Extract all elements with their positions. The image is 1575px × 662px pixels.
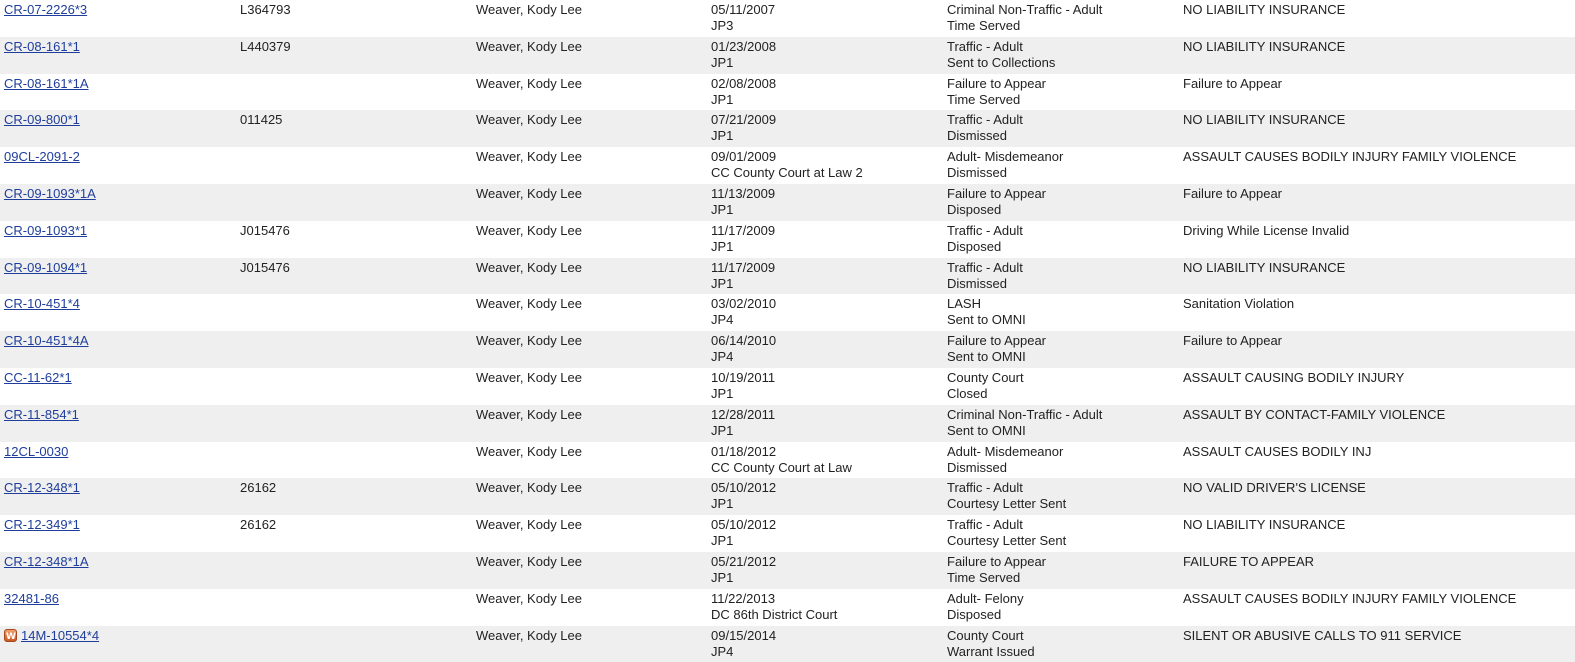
citation-cell: J015476 — [240, 222, 290, 238]
case-type-cell — [943, 294, 1179, 331]
party-name-cell: Weaver, Kody Lee — [476, 443, 582, 459]
charge-cell: ASSAULT CAUSING BODILY INJURY — [1183, 369, 1405, 385]
charge-cell: NO LIABILITY INSURANCE — [1183, 517, 1346, 533]
filed-date-cell — [707, 258, 943, 295]
court-location: CC County Court at Law — [711, 459, 852, 475]
party-name-cell: Weaver, Kody Lee — [476, 75, 582, 91]
table-row — [0, 478, 1575, 515]
party-name-cell: Weaver, Kody Lee — [476, 38, 582, 54]
case-type: Failure to Appear — [947, 75, 1047, 91]
case-number-link[interactable]: CR-10-451*4A — [4, 333, 89, 349]
charge-cell: NO LIABILITY INSURANCE — [1183, 112, 1346, 128]
court-location: JP1 — [711, 533, 734, 549]
filed-date: 12/28/2011 — [711, 406, 776, 422]
case-number-link[interactable]: 14M-10554*4 — [21, 627, 100, 643]
case-number-link[interactable]: CR-09-1094*1 — [4, 259, 88, 275]
case-number-cell — [0, 552, 236, 589]
citation-cell — [236, 626, 472, 662]
case-type-cell — [943, 515, 1179, 552]
party-name-cell: Weaver, Kody Lee — [476, 627, 582, 643]
case-type: Traffic - Adult — [947, 517, 1023, 533]
case-type: LASH — [947, 296, 981, 312]
charge-cell: NO LIABILITY INSURANCE — [1183, 259, 1346, 275]
table-row — [0, 405, 1575, 442]
charge-cell: ASSAULT CAUSES BODILY INJURY FAMILY VIOLENCE — [1183, 149, 1517, 165]
case-status: Time Served — [947, 569, 1021, 585]
case-type: Adult- Felony — [947, 590, 1024, 606]
charge-cell: Failure to Appear — [1183, 333, 1283, 349]
court-location: JP1 — [711, 569, 734, 585]
citation-cell — [236, 184, 472, 221]
case-number-link[interactable]: CR-09-1093*1 — [4, 222, 88, 238]
table-row — [0, 110, 1575, 147]
court-location: CC County Court at Law 2 — [711, 165, 863, 181]
case-status: Disposed — [947, 238, 1002, 254]
filed-date: 01/18/2012 — [711, 443, 777, 459]
filed-date: 11/17/2009 — [711, 222, 776, 238]
case-status: Courtesy Letter Sent — [947, 496, 1067, 512]
party-name-cell: Weaver, Kody Lee — [476, 553, 582, 569]
table-row — [0, 626, 1575, 662]
case-status: Time Served — [947, 18, 1021, 33]
citation-cell: 26162 — [240, 480, 277, 496]
party-name-cell: Weaver, Kody Lee — [476, 149, 582, 165]
case-type: County Court — [947, 369, 1024, 385]
case-type: Traffic - Adult — [947, 112, 1023, 128]
filed-date: 05/11/2007 — [711, 2, 776, 17]
citation-cell — [236, 331, 472, 368]
party-name-cell: Weaver, Kody Lee — [476, 333, 582, 349]
charge-cell: NO LIABILITY INSURANCE — [1183, 2, 1346, 17]
case-type-cell — [943, 478, 1179, 515]
charge-cell: Driving While License Invalid — [1183, 222, 1350, 238]
party-name-cell: Weaver, Kody Lee — [476, 112, 582, 128]
filed-date: 07/21/2009 — [711, 112, 777, 128]
case-type-cell — [943, 552, 1179, 589]
case-status: Disposed — [947, 201, 1002, 217]
filed-date-cell — [707, 110, 943, 147]
court-location: JP1 — [711, 275, 734, 291]
table-row — [0, 258, 1575, 295]
case-type: Traffic - Adult — [947, 480, 1023, 496]
filed-date: 11/22/2013 — [711, 590, 776, 606]
filed-date-cell — [707, 368, 943, 405]
charge-cell: Sanitation Violation — [1183, 296, 1295, 312]
case-type: County Court — [947, 627, 1024, 643]
table-row — [0, 147, 1575, 184]
filed-date-cell — [707, 626, 943, 662]
party-name-cell: Weaver, Kody Lee — [476, 296, 582, 312]
charge-cell: ASSAULT BY CONTACT-FAMILY VIOLENCE — [1183, 406, 1446, 422]
filed-date-cell — [707, 221, 943, 258]
case-type-cell — [943, 37, 1179, 74]
court-location: JP4 — [711, 312, 734, 328]
case-number-cell — [0, 331, 236, 368]
case-number-link[interactable]: CR-12-348*1 — [4, 480, 80, 496]
filed-date-cell — [707, 515, 943, 552]
case-type: Failure to Appear — [947, 553, 1047, 569]
case-number-cell — [0, 478, 236, 515]
table-row — [0, 331, 1575, 368]
charge-cell: SILENT OR ABUSIVE CALLS TO 911 SERVICE — [1183, 627, 1462, 643]
party-name-cell: Weaver, Kody Lee — [476, 369, 582, 385]
case-number-cell — [0, 442, 236, 479]
case-number-cell — [0, 589, 236, 626]
case-number-link[interactable]: 09CL-2091-2 — [4, 149, 80, 165]
case-number-cell — [0, 74, 236, 111]
case-number-link[interactable]: CR-11-854*1 — [4, 406, 79, 422]
court-location: JP1 — [711, 91, 734, 107]
case-number-link[interactable]: CR-12-348*1A — [4, 553, 89, 569]
case-type-cell — [943, 74, 1179, 111]
filed-date-cell — [707, 184, 943, 221]
citation-cell — [236, 552, 472, 589]
case-type-cell — [943, 221, 1179, 258]
charge-cell: FAILURE TO APPEAR — [1183, 553, 1315, 569]
table-row — [0, 515, 1575, 552]
court-location: JP1 — [711, 385, 734, 401]
citation-cell: L440379 — [240, 38, 291, 54]
party-name-cell: Weaver, Kody Lee — [476, 259, 582, 275]
citation-cell — [236, 74, 472, 111]
citation-cell — [236, 442, 472, 479]
filed-date-cell — [707, 405, 943, 442]
case-type-cell — [943, 589, 1179, 626]
table-row — [0, 37, 1575, 74]
table-row — [0, 0, 1575, 37]
party-name-cell: Weaver, Kody Lee — [476, 480, 582, 496]
case-status: Dismissed — [947, 165, 1007, 181]
court-location: JP4 — [711, 349, 734, 365]
case-number-cell — [0, 294, 236, 331]
case-number-link[interactable]: CR-08-161*1A — [4, 75, 89, 91]
case-number-link[interactable]: 32481-86 — [4, 590, 59, 606]
case-status: Courtesy Letter Sent — [947, 533, 1067, 549]
case-number-link[interactable]: CR-08-161*1 — [4, 38, 80, 54]
court-location: JP1 — [711, 54, 734, 70]
filed-date: 09/15/2014 — [711, 627, 777, 643]
citation-cell: L364793 — [240, 2, 291, 17]
filed-date: 11/13/2009 — [711, 185, 776, 201]
case-type-cell — [943, 147, 1179, 184]
court-location: JP3 — [711, 18, 734, 33]
case-type: Criminal Non-Traffic - Adult — [947, 406, 1103, 422]
table-row — [0, 294, 1575, 331]
case-status: Sent to OMNI — [947, 422, 1026, 438]
case-type: Criminal Non-Traffic - Adult — [947, 2, 1103, 17]
court-location: JP4 — [711, 643, 734, 659]
filed-date: 06/14/2010 — [711, 333, 777, 349]
case-type-cell — [943, 184, 1179, 221]
case-type: Traffic - Adult — [947, 222, 1023, 238]
filed-date-cell — [707, 331, 943, 368]
case-number-cell — [0, 515, 236, 552]
table-row — [0, 221, 1575, 258]
table-row — [0, 589, 1575, 626]
citation-cell: J015476 — [240, 259, 290, 275]
filed-date: 11/17/2009 — [711, 259, 776, 275]
filed-date: 05/21/2012 — [711, 553, 777, 569]
case-status: Sent to OMNI — [947, 312, 1026, 328]
case-number-link[interactable]: CR-09-800*1 — [4, 112, 80, 128]
case-type: Adult- Misdemeanor — [947, 443, 1064, 459]
filed-date-cell — [707, 478, 943, 515]
case-number-link[interactable]: CR-09-1093*1A — [4, 185, 96, 201]
case-status: Sent to Collections — [947, 54, 1056, 70]
party-name-cell: Weaver, Kody Lee — [476, 517, 582, 533]
party-name-cell: Weaver, Kody Lee — [476, 185, 582, 201]
case-number-link[interactable]: CR-07-2226*3 — [4, 2, 88, 17]
case-type-cell — [943, 405, 1179, 442]
filed-date: 05/10/2012 — [711, 517, 777, 533]
party-name-cell: Weaver, Kody Lee — [476, 222, 582, 238]
citation-cell — [236, 368, 472, 405]
filed-date: 05/10/2012 — [711, 480, 777, 496]
case-type-cell — [943, 110, 1179, 147]
party-name-cell: Weaver, Kody Lee — [476, 2, 582, 17]
filed-date: 03/02/2010 — [711, 296, 777, 312]
case-number-cell — [0, 147, 236, 184]
table-row — [0, 552, 1575, 589]
case-type: Traffic - Adult — [947, 259, 1023, 275]
charge-cell: ASSAULT CAUSES BODILY INJ — [1183, 443, 1372, 459]
court-location: JP1 — [711, 422, 734, 438]
case-status: Sent to OMNI — [947, 349, 1026, 365]
filed-date: 02/08/2008 — [711, 75, 777, 91]
citation-cell: 26162 — [240, 517, 277, 533]
filed-date-cell — [707, 589, 943, 626]
party-name-cell: Weaver, Kody Lee — [476, 406, 582, 422]
case-status: Dismissed — [947, 128, 1007, 144]
case-type-cell — [943, 368, 1179, 405]
filed-date-cell — [707, 37, 943, 74]
case-type-cell — [943, 626, 1179, 662]
citation-cell — [236, 294, 472, 331]
case-status: Time Served — [947, 91, 1021, 107]
filed-date-cell — [707, 442, 943, 479]
party-name-cell: Weaver, Kody Lee — [476, 590, 582, 606]
case-type: Traffic - Adult — [947, 38, 1023, 54]
table-row — [0, 74, 1575, 111]
filed-date-cell — [707, 74, 943, 111]
case-number-cell — [0, 221, 236, 258]
citation-cell — [236, 147, 472, 184]
case-type: Failure to Appear — [947, 333, 1047, 349]
case-status: Dismissed — [947, 275, 1007, 291]
case-status: Disposed — [947, 606, 1002, 622]
citation-cell: 011425 — [240, 112, 283, 128]
case-number-cell — [0, 184, 236, 221]
court-location: JP1 — [711, 128, 734, 144]
citation-cell — [236, 589, 472, 626]
filed-date: 09/01/2009 — [711, 149, 777, 165]
filed-date: 01/23/2008 — [711, 38, 777, 54]
case-number-cell — [0, 110, 236, 147]
filed-date-cell — [707, 552, 943, 589]
case-status: Dismissed — [947, 459, 1007, 475]
filed-date-cell — [707, 147, 943, 184]
warrant-icon — [4, 629, 17, 642]
case-type-cell — [943, 331, 1179, 368]
table-row — [0, 442, 1575, 479]
case-number-link[interactable]: CR-10-451*4 — [4, 296, 80, 312]
case-number-link[interactable]: CC-11-62*1 — [4, 369, 72, 385]
case-number-cell — [0, 626, 236, 662]
filed-date-cell — [707, 294, 943, 331]
case-type-cell — [943, 0, 1179, 37]
charge-cell: ASSAULT CAUSES BODILY INJURY FAMILY VIOLENCE — [1183, 590, 1517, 606]
table-row — [0, 184, 1575, 221]
filed-date-cell — [707, 0, 943, 37]
court-location: JP1 — [711, 201, 734, 217]
case-type-cell — [943, 258, 1179, 295]
case-number-cell — [0, 405, 236, 442]
charge-cell: Failure to Appear — [1183, 75, 1283, 91]
court-location: JP1 — [711, 496, 734, 512]
case-number-link[interactable]: 12CL-0030 — [4, 443, 69, 459]
charge-cell: NO VALID DRIVER'S LICENSE — [1183, 480, 1366, 496]
case-number-cell — [0, 368, 236, 405]
case-type: Adult- Misdemeanor — [947, 149, 1064, 165]
table-row — [0, 368, 1575, 405]
citation-cell — [236, 405, 472, 442]
charge-cell: NO LIABILITY INSURANCE — [1183, 38, 1346, 54]
court-location: DC 86th District Court — [711, 606, 838, 622]
case-number-cell — [0, 258, 236, 295]
filed-date: 10/19/2011 — [711, 369, 776, 385]
case-type-cell — [943, 442, 1179, 479]
case-number-cell — [0, 37, 236, 74]
case-number-link[interactable]: CR-12-349*1 — [4, 517, 80, 533]
court-location: JP1 — [711, 238, 734, 254]
case-number-cell — [0, 0, 236, 37]
charge-cell: Failure to Appear — [1183, 185, 1283, 201]
case-status: Closed — [947, 385, 988, 401]
case-type: Failure to Appear — [947, 185, 1047, 201]
case-status: Warrant Issued — [947, 643, 1035, 659]
